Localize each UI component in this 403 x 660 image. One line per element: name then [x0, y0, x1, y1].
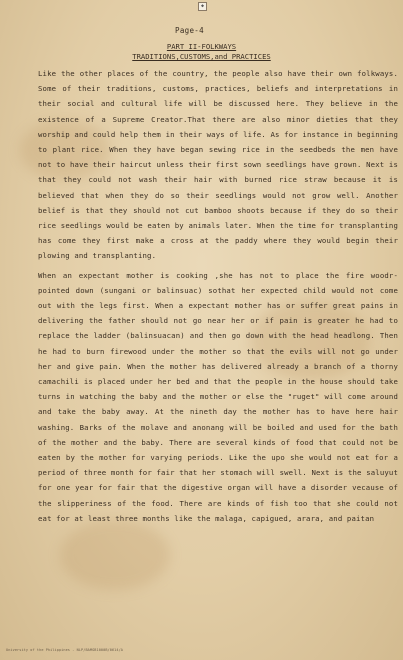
paragraph: Like the other places of the country, the people also have their own folkways. Some of their traditions, customs, practices, beliefs and interpretations in their social and cultural life will be discussed here. They believe in the existence of a Supreme Creator.That there are also minor dieties that they worship and could help them in their ways of life. As for instance in beginning to plant rice. When they have began sewing rice in the seedbeds the men have not to have their haircut unless their first sown seedlings have grown. Next is that they could not wash their hair with burned rice straw because it is believed that when they do so their seedlings would not grow well. Another belief is that they should not cut bamboo shoots because if they do so their rice seedlings would be eaten by animals later. When the time for transplanting has come they first make a cross at the paddy where they would begin their plowing and transplanting. [38, 69, 398, 261]
part-heading: PART II-FOLKWAYS [166, 42, 237, 51]
scan-marker-icon: ◆ [198, 2, 207, 11]
scan-footer: University of the Philippines - NLP/BAMGB1000B/0614/A [6, 648, 123, 652]
body-text [6, 66, 398, 526]
section-subheading: TRADITIONS,CUSTOMS,and PRACTICES [132, 52, 271, 61]
paragraph: When an expectant mother is cooking ,she has not to place the fire woodr-pointed down (sungani or balinsuac) sothat her expected child would not come out with the legs first. When a expectant mother has or suffer great pains in delivering the father should not go near her or if pain is greater he had to replace the ladder (balinsuacan) and then go down with the head headlong. Then he had to burn firewood under the mother so that the evils will not go under her and give pain. When the mother has delivered already a branch of a thorny camachili is placed under her bed and that the people in the house should take turns in watching the baby and the mother or else the "ruget" will come around and take the baby away. At the nineth day the mother has to have here hair washing. Barks of the molave and anonang will be boiled and used for the bath of the mother and the baby. There are several kinds of food that could not be eaten by the mother for varying periods. Like the upo she would not eat for a period of three month for fair that her stomach will swell. Next is the saluyut for one year for fair that the digestive organ will have a disorder vecause of the slipperiness of the food. There are kinds of fish too that she could not eat for at least three months like the malaga, capigued, arara, and paitan [38, 270, 398, 523]
paper-stain [60, 520, 170, 590]
page-number: Page-4 [175, 26, 204, 35]
